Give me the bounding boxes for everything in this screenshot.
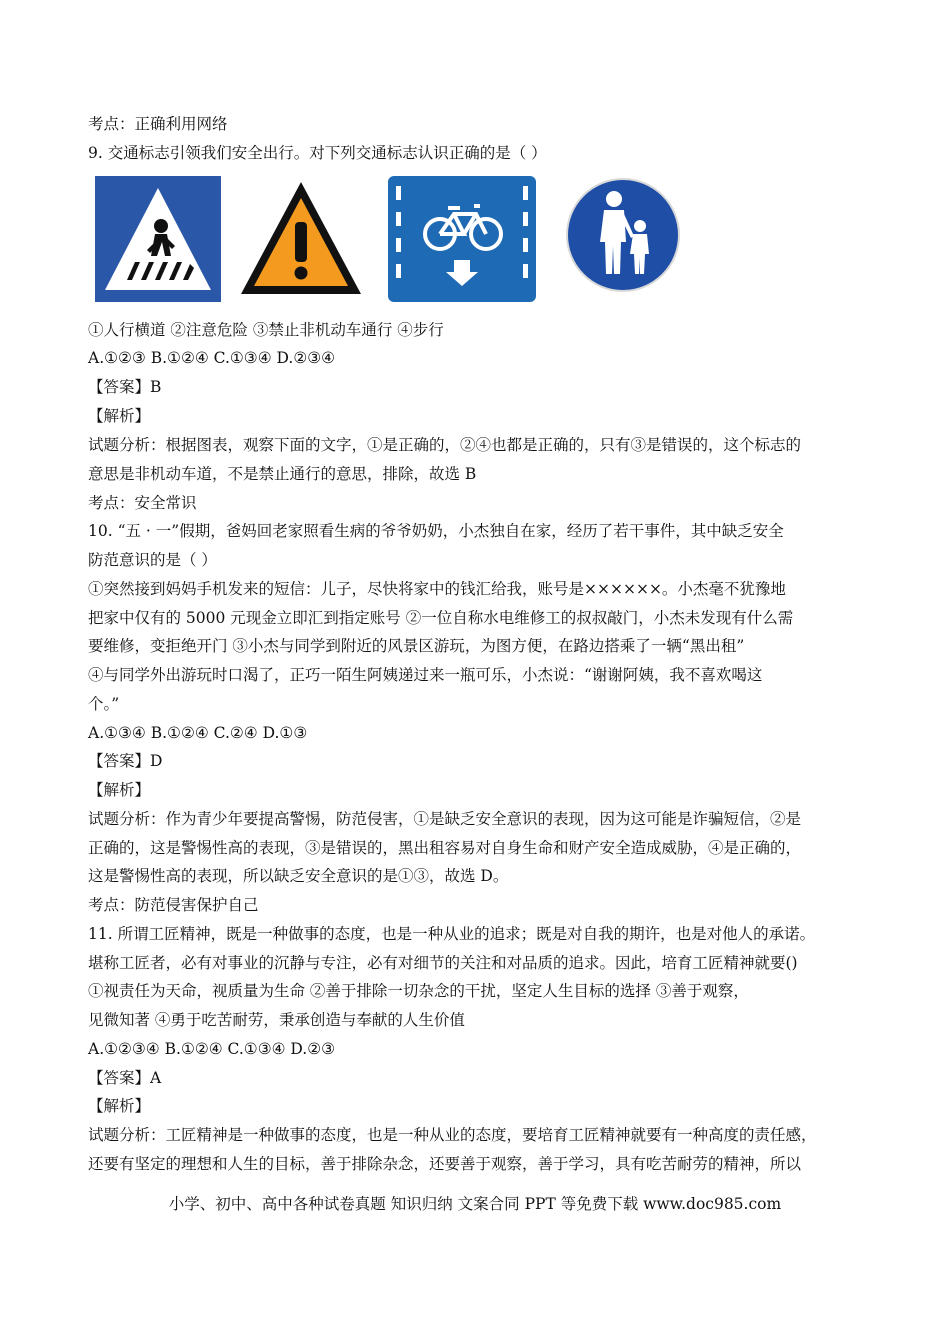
knowledge-point: 考点：安全常识 (88, 494, 197, 512)
analysis-text: 意思是非机动车道，不是禁止通行的意思，排除，故选 B (88, 465, 477, 483)
question-10: 10. “五 · 一”假期，爸妈回老家照看生病的爷爷奶奶，小杰独自在家，经历了若干事件，其中缺乏安全 (88, 522, 784, 540)
options-10: A.①③④ B.①②④ C.②④ D.①③ (88, 724, 308, 742)
question-10-item: 把家中仅有的 5000 元现金立即汇到指定账号 ②一位自称水电维修工的叔叔敲门，小杰未发现有什么需 (88, 609, 794, 627)
analysis-text: 这是警惕性高的表现，所以缺乏安全意识的是①③，故选 D。 (88, 867, 509, 885)
answer-10: 【答案】D (88, 752, 163, 770)
knowledge-point: 考点：防范侵害保护自己 (88, 896, 259, 914)
analysis-heading-10: 【解析】 (88, 781, 151, 799)
question-10-item: 要维修，变拒绝开门 ③小杰与同学到附近的风景区游玩，为图方便，在路边搭乘了一辆“黑出租” (88, 637, 745, 655)
pedestrian-crossing-sign-icon (95, 176, 221, 302)
text-line: 考点：正确利用网络 (88, 115, 228, 133)
answer-9: 【答案】B (88, 378, 162, 396)
question-10-item: ④与同学外出游玩时口渴了，正巧一陌生阿姨递过来一瓶可乐，小杰说：“谢谢阿姨，我不喜欢喝这 (88, 666, 763, 684)
bicycle-lane-sign-icon (388, 176, 536, 302)
answer-11: 【答案】A (88, 1069, 162, 1087)
traffic-signs (88, 176, 682, 308)
analysis-text: 正确的，这是警惕性高的表现，③是错误的，黑出租容易对自身生命和财产安全造成威胁，④是正确的， (88, 839, 802, 857)
analysis-text: 试题分析：作为青少年要提高警惕，防范侵害，①是缺乏安全意识的表现，因为这可能是诈骗短信，②是 (88, 810, 802, 828)
warning-danger-sign-icon (236, 176, 366, 302)
question-9: 9. 交通标志引领我们安全出行。对下列交通标志认识正确的是（ ） (88, 144, 547, 162)
options-9: A.①②③ B.①②④ C.①③④ D.②③④ (88, 349, 336, 367)
question-11: 11. 所谓工匠精神，既是一种做事的态度，也是一种从业的追求；既是对自我的期许，也是对他人的承诺。 (88, 925, 816, 943)
sign-labels: ①人行横道 ②注意危险 ③禁止非机动车通行 ④步行 (88, 321, 444, 339)
question-10-item: ①突然接到妈妈手机发来的短信：儿子，尽快将家中的钱汇给我，账号是××××××。小杰毫不犹豫地 (88, 580, 786, 598)
page-footer: 小学、初中、高中各种试卷真题 知识归纳 文案合同 PPT 等免费下载 www.doc985.com (168, 1195, 782, 1213)
question-10: 防范意识的是（ ） (88, 551, 217, 569)
question-10-item: 个。” (88, 695, 120, 713)
analysis-text: 还要有坚定的理想和人生的目标，善于排除杂念，还要善于观察，善于学习，具有吃苦耐劳的精神，所以 (88, 1155, 802, 1173)
analysis-heading-9: 【解析】 (88, 407, 151, 425)
analysis-heading-11: 【解析】 (88, 1097, 151, 1115)
options-11: A.①②③④ B.①②④ C.①③④ D.②③ (88, 1040, 336, 1058)
analysis-text: 试题分析：工匠精神是一种做事的态度，也是一种从业的态度，要培育工匠精神就要有一种高度的责任感， (88, 1126, 817, 1144)
question-11: 堪称工匠者，必有对事业的沉静与专注，必有对细节的关注和对品质的追求。因此，培育工匠精神就要() (88, 954, 798, 972)
walking-sign-icon (564, 176, 682, 294)
analysis-text: 试题分析：根据图表，观察下面的文字，①是正确的，②④也都是正确的，只有③是错误的，这个标志的 (88, 436, 802, 454)
question-11-item: ①视责任为天命，视质量为生命 ②善于排除一切杂念的干扰，坚定人生目标的选择 ③善于观察， (88, 982, 749, 1000)
question-11-item: 见微知著 ④勇于吃苦耐劳，秉承创造与奉献的人生价值 (88, 1011, 465, 1029)
